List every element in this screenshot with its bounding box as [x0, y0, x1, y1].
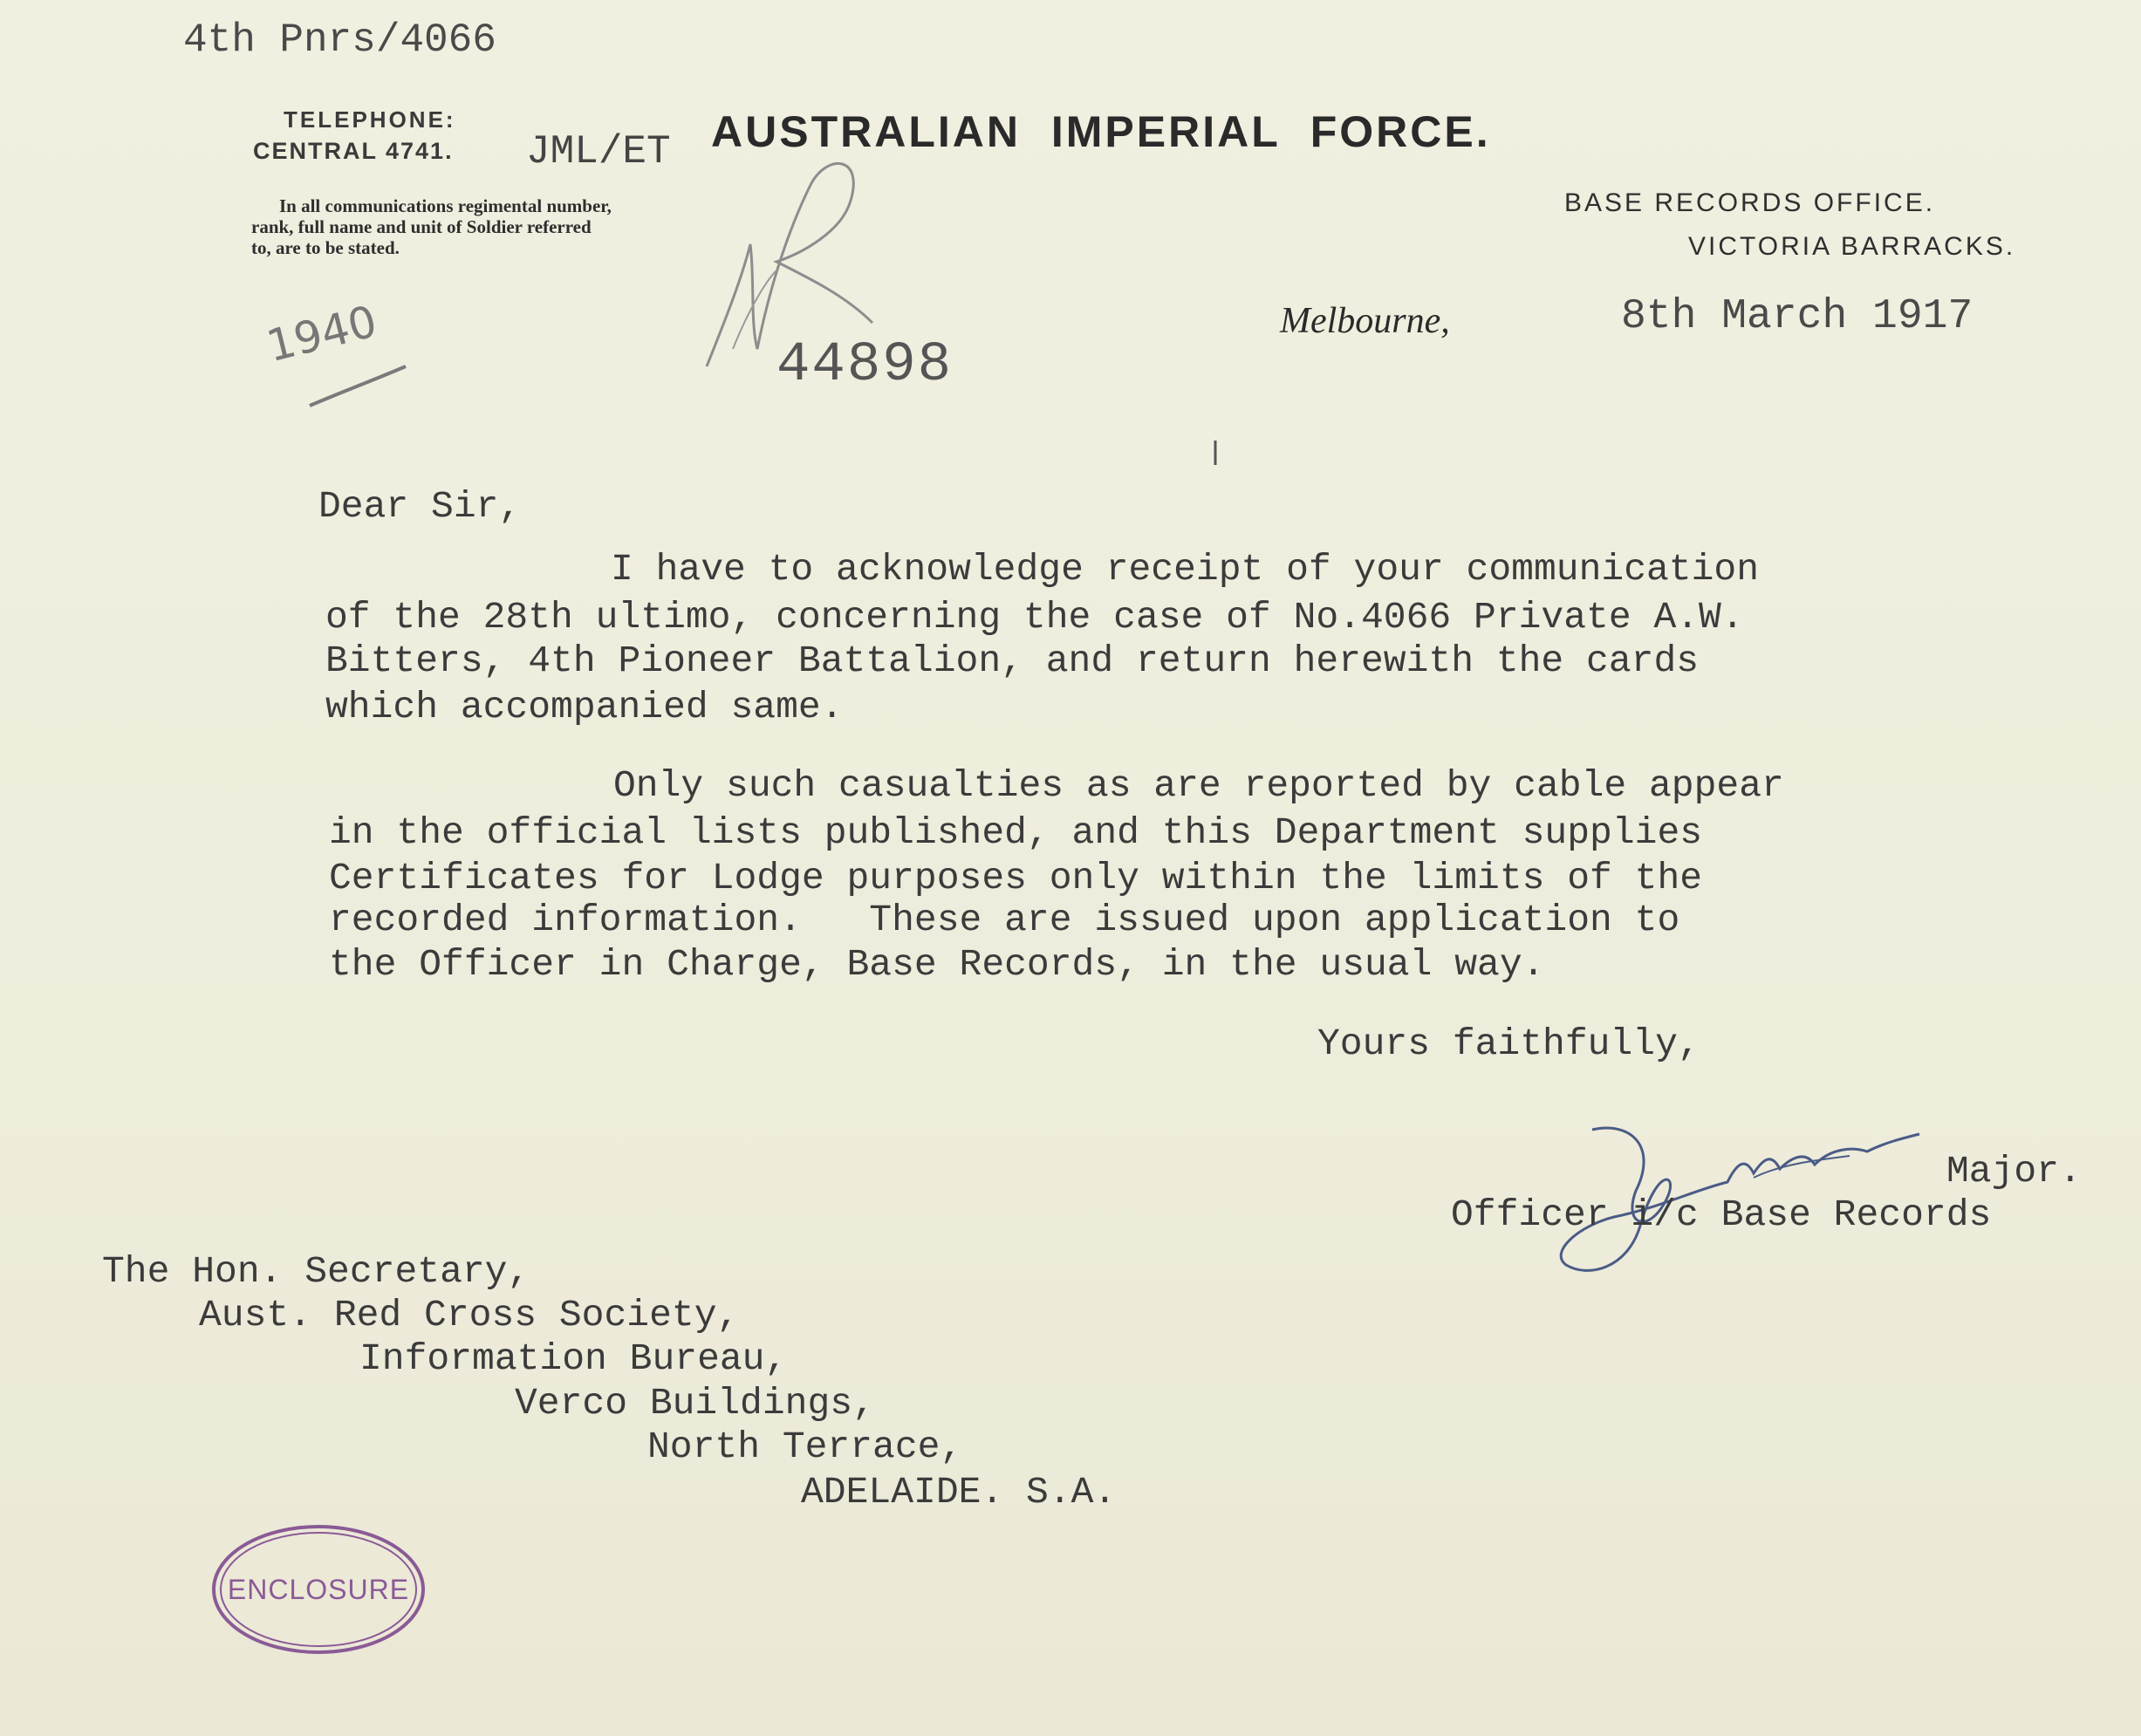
- letter-place: Melbourne,: [1280, 301, 1450, 341]
- closing: Yours faithfully,: [1317, 1022, 1700, 1065]
- body-line: Only such casualties as are reported by cable appear: [613, 764, 1784, 807]
- notice-line: to, are to be stated.: [251, 237, 400, 258]
- body-line: Bitters, 4th Pioneer Battalion, and return herewith the cards: [325, 639, 1700, 682]
- body-line: the Officer in Charge, Base Records, in the usual way.: [329, 943, 1545, 986]
- body-line: in the official lists published, and this Department supplies: [329, 811, 1703, 854]
- address-line: Verco Buildings,: [515, 1382, 875, 1425]
- stamp-label: ENCLOSURE: [227, 1574, 410, 1605]
- signature: [1553, 1086, 1919, 1287]
- salutation: Dear Sir,: [318, 485, 522, 528]
- pencil-initials-mark: [689, 148, 890, 375]
- address-line: Aust. Red Cross Society,: [199, 1294, 740, 1336]
- telephone-number: CENTRAL 4741.: [253, 138, 454, 164]
- body-line: which accompanied same.: [325, 686, 844, 728]
- notice-line: rank, full name and unit of Soldier referred: [251, 216, 592, 237]
- address-line: Information Bureau,: [359, 1337, 788, 1380]
- body-line: recorded information. These are issued upon application to: [329, 899, 1680, 941]
- reference-number: 4th Pnrs/4066: [183, 17, 496, 63]
- address-line: North Terrace,: [647, 1425, 963, 1468]
- address-line: The Hon. Secretary,: [102, 1250, 530, 1293]
- pencil-annotation: 1940: [262, 296, 382, 372]
- pencil-underline: [305, 358, 410, 410]
- tick-mark: [1213, 441, 1218, 467]
- telephone-label: TELEPHONE:: [284, 106, 456, 133]
- signatory-rank: Major.: [1946, 1150, 2082, 1193]
- enclosure-stamp: [209, 1522, 428, 1657]
- file-number-stamp: 44898: [776, 334, 954, 397]
- body-line: of the 28th ultimo, concerning the case of No.4066 Private A.W.: [325, 596, 1744, 639]
- office-location: VICTORIA BARRACKS.: [1688, 232, 2016, 261]
- body-line: I have to acknowledge receipt of your communication: [611, 548, 1760, 591]
- body-line: Certificates for Lodge purposes only within the limits of the: [329, 857, 1703, 899]
- signatory-title: Officer i/c Base Records: [1451, 1193, 1992, 1236]
- address-line: ADELAIDE. S.A.: [801, 1471, 1117, 1514]
- office-name: BASE RECORDS OFFICE.: [1564, 188, 1936, 217]
- letterhead-title: AUSTRALIAN IMPERIAL FORCE.: [711, 107, 1491, 156]
- typist-initials: JML/ET: [526, 129, 671, 174]
- notice-line: In all communications regimental number,: [279, 195, 612, 216]
- letter-date: 8th March 1917: [1621, 293, 1973, 340]
